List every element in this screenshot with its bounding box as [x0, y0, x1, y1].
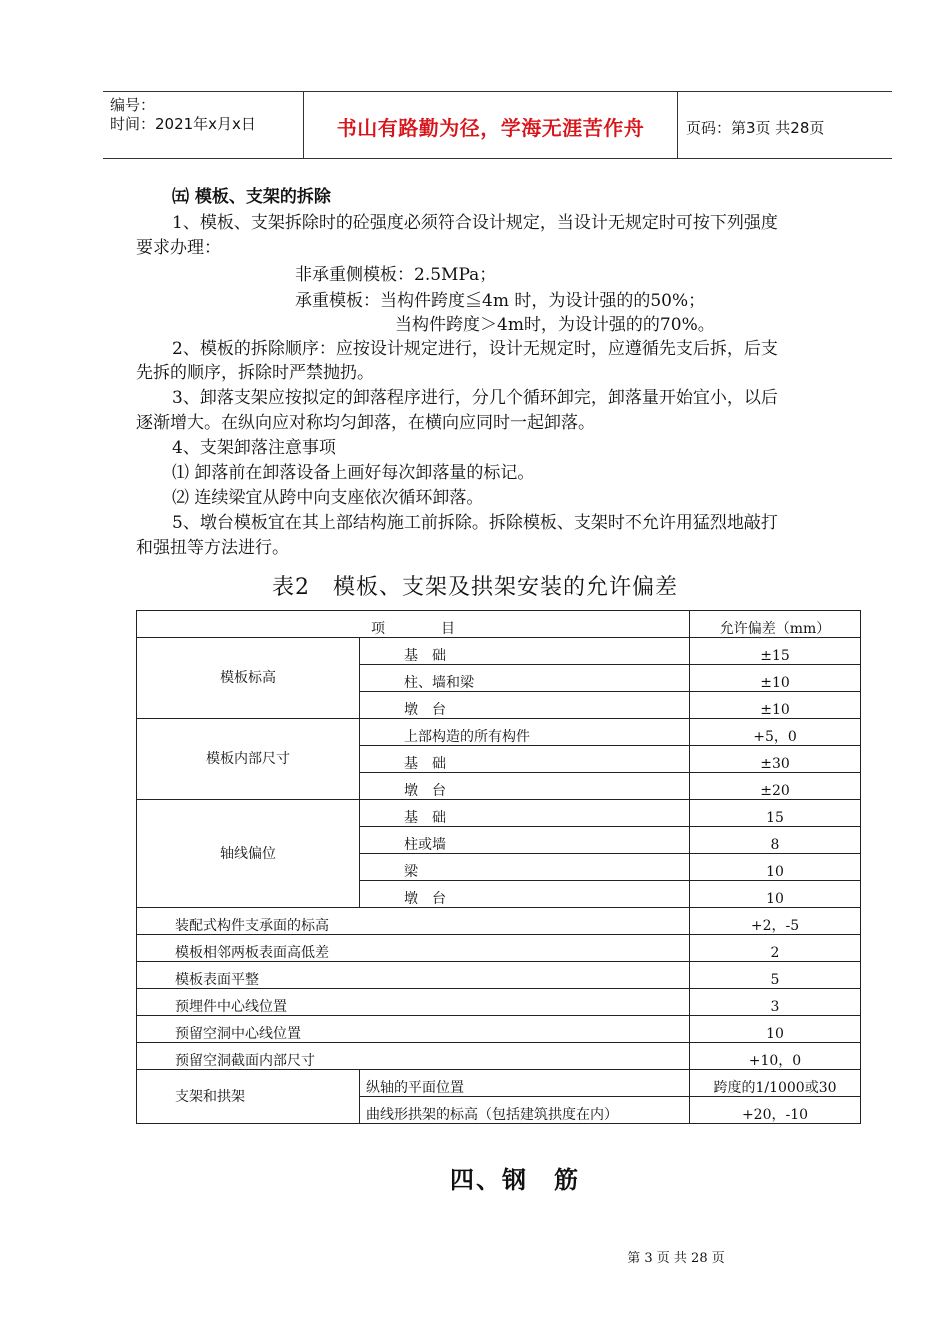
- body-line: 1、模板、支架拆除时的砼强度必须符合设计规定，当设计无规定时可按下列强度: [172, 213, 778, 233]
- header-item: 项 目: [137, 611, 690, 638]
- sub-item: 基 础: [360, 800, 690, 827]
- table-row: [137, 989, 861, 1016]
- body-line: 逐渐增大。在纵向应对称均匀卸落，在横向应同时一起卸落。: [136, 413, 595, 433]
- value-cell: 3: [690, 989, 861, 1016]
- body-line: ⑴ 卸落前在卸落设备上画好每次卸落量的标记。: [172, 463, 535, 483]
- page-footer: 第 3 页 共 28 页: [627, 1251, 725, 1266]
- body-line: 当构件跨度＞4m时，为设计强的的70%。: [395, 315, 715, 335]
- value-cell: 5: [690, 962, 861, 989]
- header-divider-2: [677, 91, 678, 158]
- sub-item: 上部构造的所有构件: [360, 719, 690, 746]
- value-cell: 2: [690, 935, 861, 962]
- sub-item: 梁: [360, 854, 690, 881]
- body-line: 3、卸落支架应按拟定的卸落程序进行，分几个循环卸完，卸落量开始宜小，以后: [172, 388, 778, 408]
- sub-item: 纵轴的平面位置: [360, 1070, 690, 1097]
- table-row: [137, 800, 861, 827]
- value-cell: ±15: [690, 638, 861, 665]
- item-cell: 预留空洞截面内部尺寸: [137, 1043, 690, 1070]
- body-line: 非承重侧模板：2.5MPa；: [295, 265, 497, 285]
- table-row: [137, 962, 861, 989]
- time-label: 时间：2021年x月x日: [110, 115, 256, 133]
- value-cell: 10: [690, 854, 861, 881]
- value-cell: +5，0: [690, 719, 861, 746]
- header-top-rule: [103, 91, 892, 92]
- table-title: 表2 模板、支架及拱架安装的允许偏差: [272, 575, 678, 600]
- table-row: [137, 908, 861, 935]
- serial-label: 编号：: [110, 96, 156, 114]
- body-line: 要求办理：: [136, 238, 221, 258]
- value-cell: 10: [690, 881, 861, 908]
- sub-item: 柱、墙和梁: [360, 665, 690, 692]
- body-line: ⑵ 连续梁宜从跨中向支座依次循环卸落。: [172, 488, 484, 508]
- group-name: 模板内部尺寸: [137, 719, 360, 800]
- header-value: 允许偏差（mm）: [690, 611, 861, 638]
- item-cell: 预留空洞中心线位置: [137, 1016, 690, 1043]
- body-line: 5、墩台模板宜在其上部结构施工前拆除。拆除模板、支架时不允许用猛烈地敲打: [172, 513, 778, 533]
- table-header-row: [137, 611, 861, 638]
- value-cell: +10，0: [690, 1043, 861, 1070]
- sub-item: 墩 台: [360, 692, 690, 719]
- sub-item: 柱或墙: [360, 827, 690, 854]
- item-cell: 预埋件中心线位置: [137, 989, 690, 1016]
- value-cell: 15: [690, 800, 861, 827]
- sub-item: 基 础: [360, 638, 690, 665]
- value-cell: ±30: [690, 746, 861, 773]
- item-cell: 模板表面平整: [137, 962, 690, 989]
- group-name: 支架和拱架: [137, 1070, 360, 1124]
- value-cell: ±10: [690, 692, 861, 719]
- tolerance-table: [136, 610, 861, 1124]
- body-line: 和强扭等方法进行。: [136, 538, 289, 558]
- body-line: 先拆的顺序，拆除时严禁抛扔。: [136, 363, 374, 383]
- sub-item: 基 础: [360, 746, 690, 773]
- table-row: [137, 1016, 861, 1043]
- section-heading: ㈤ 模板、支架的拆除: [172, 187, 331, 207]
- sub-item: 墩 台: [360, 881, 690, 908]
- item-cell: 装配式构件支承面的标高: [137, 908, 690, 935]
- motto: 书山有路勤为径，学海无涯苦作舟: [336, 116, 645, 140]
- value-cell: 跨度的1/1000或30: [690, 1070, 861, 1097]
- body-line: 4、支架卸落注意事项: [172, 438, 336, 458]
- table-row: [137, 1070, 861, 1097]
- value-cell: +20，-10: [690, 1097, 861, 1124]
- header-bottom-rule: [103, 158, 892, 159]
- body-line: 承重模板：当构件跨度≦4m 时，为设计强的的50%；: [295, 291, 706, 311]
- value-cell: 8: [690, 827, 861, 854]
- item-cell: 模板相邻两板表面高低差: [137, 935, 690, 962]
- chapter-heading: 四、钢 筋: [450, 1166, 580, 1194]
- group-name: 模板标高: [137, 638, 360, 719]
- body-line: 2、模板的拆除顺序：应按设计规定进行，设计无规定时，应遵循先支后拆，后支: [172, 339, 778, 359]
- value-cell: 10: [690, 1016, 861, 1043]
- value-cell: ±10: [690, 665, 861, 692]
- value-cell: +2，-5: [690, 908, 861, 935]
- table-row: [137, 935, 861, 962]
- table-row: [137, 638, 861, 665]
- sub-item: 曲线形拱架的标高（包括建筑拱度在内）: [360, 1097, 690, 1124]
- table-row: [137, 719, 861, 746]
- group-name: 轴线偏位: [137, 800, 360, 908]
- page-info: 页码：第3页 共28页: [686, 119, 825, 137]
- sub-item: 墩 台: [360, 773, 690, 800]
- table-row: [137, 1043, 861, 1070]
- value-cell: ±20: [690, 773, 861, 800]
